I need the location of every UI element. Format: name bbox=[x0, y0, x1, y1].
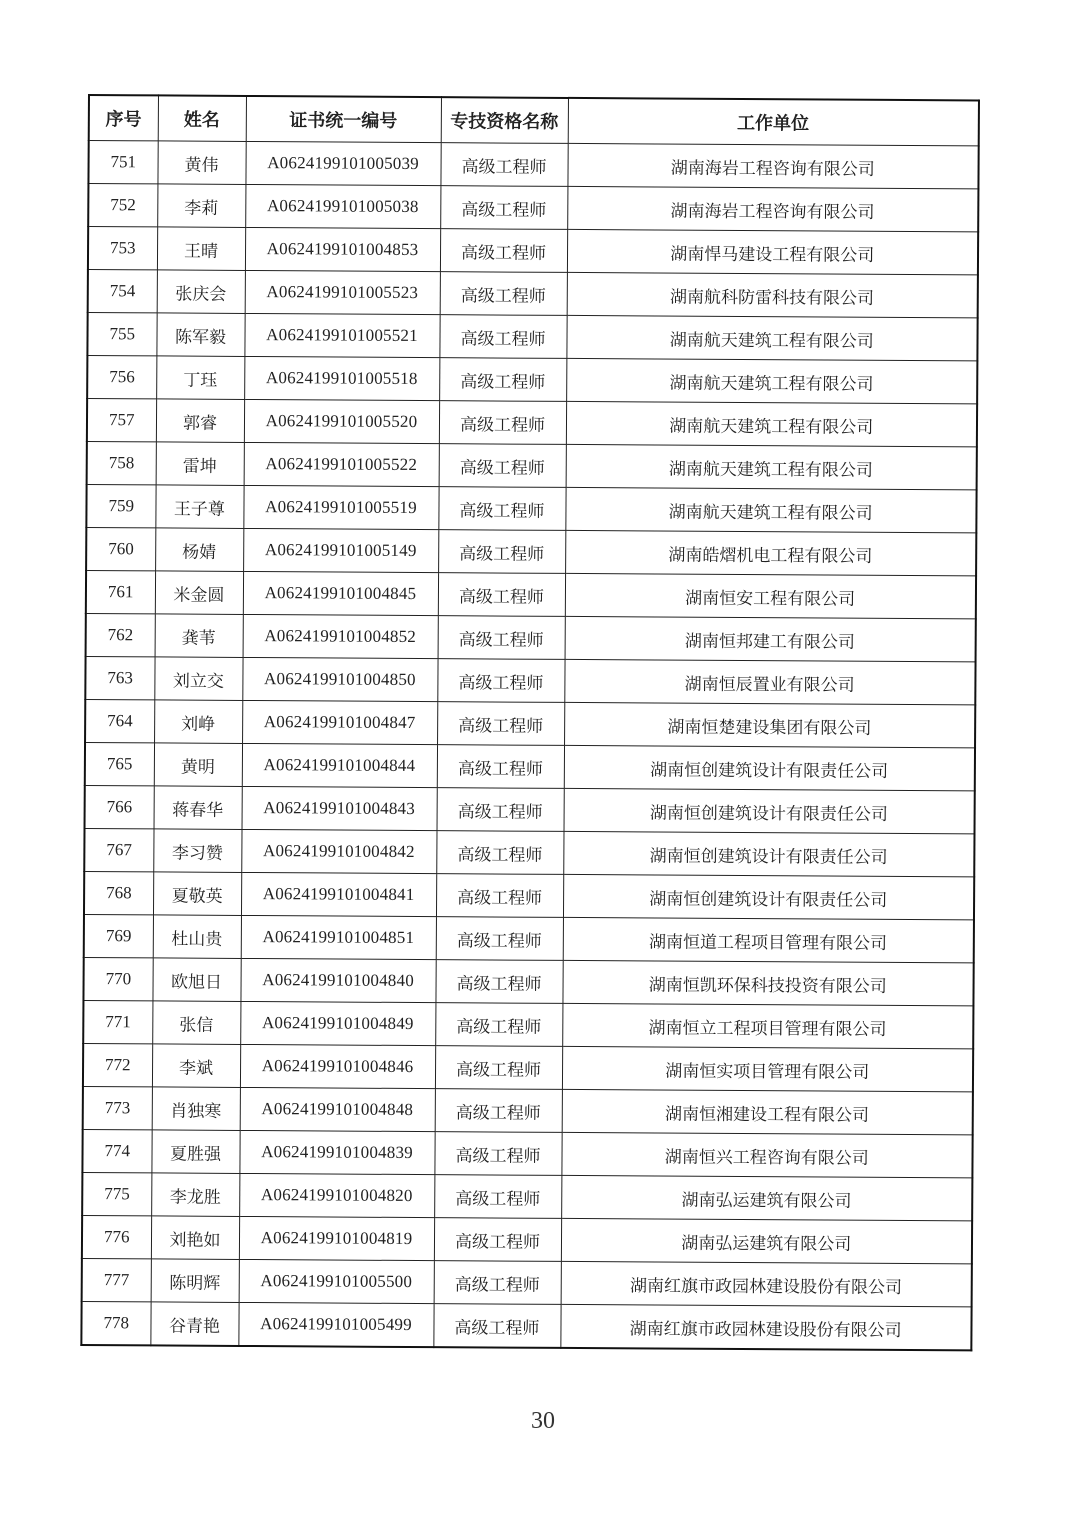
cell-name: 夏胜强 bbox=[151, 1130, 239, 1174]
cell-employer: 湖南恒创建筑设计有限责任公司 bbox=[564, 788, 975, 834]
cell-name: 王晴 bbox=[157, 227, 245, 271]
cell-seq: 751 bbox=[88, 141, 157, 184]
cell-employer: 湖南恒楚建设集团有限公司 bbox=[564, 702, 975, 748]
cell-seq: 764 bbox=[85, 699, 154, 742]
table-row bbox=[88, 184, 978, 232]
cell-employer: 湖南恒邦建工有限公司 bbox=[565, 616, 976, 662]
table-row bbox=[84, 871, 974, 919]
cell-qualification: 高级工程师 bbox=[440, 186, 567, 230]
cell-name: 刘艳如 bbox=[151, 1216, 239, 1260]
cell-qualification: 高级工程师 bbox=[436, 831, 563, 875]
header-cert-no: 证书统一编号 bbox=[246, 96, 441, 143]
page-number: 30 bbox=[531, 1408, 555, 1434]
cell-qualification: 高级工程师 bbox=[439, 444, 566, 488]
cell-cert-no: A0624199101004845 bbox=[243, 571, 438, 615]
cell-name: 谷青艳 bbox=[150, 1302, 238, 1346]
cell-employer: 湖南航天建筑工程有限公司 bbox=[566, 315, 977, 361]
cell-cert-no: A0624199101004849 bbox=[240, 1001, 435, 1045]
cell-cert-no: A0624199101005149 bbox=[243, 528, 438, 572]
cell-employer: 湖南航天建筑工程有限公司 bbox=[565, 487, 976, 533]
cell-qualification: 高级工程师 bbox=[436, 874, 563, 918]
table-row bbox=[83, 1086, 973, 1134]
cell-name: 雷坤 bbox=[156, 442, 244, 486]
cell-employer: 湖南恒凯环保科技投资有限公司 bbox=[562, 960, 973, 1006]
cell-name: 郭睿 bbox=[156, 399, 244, 443]
cell-seq: 756 bbox=[87, 356, 156, 399]
table-row bbox=[88, 141, 978, 189]
table-row bbox=[82, 1129, 972, 1177]
table-row bbox=[81, 1301, 971, 1350]
cell-name: 夏敬英 bbox=[153, 872, 241, 916]
cell-cert-no: A0624199101004850 bbox=[242, 657, 437, 701]
cell-employer: 湖南恒辰置业有限公司 bbox=[564, 659, 975, 705]
cell-seq: 776 bbox=[82, 1215, 151, 1258]
cell-seq: 778 bbox=[81, 1301, 150, 1345]
cell-seq: 752 bbox=[88, 184, 157, 227]
cell-seq: 757 bbox=[87, 399, 156, 442]
cell-cert-no: A0624199101005518 bbox=[244, 356, 439, 400]
cell-qualification: 高级工程师 bbox=[435, 1003, 562, 1047]
header-qualification: 专技资格名称 bbox=[441, 97, 568, 143]
cell-employer: 湖南航天建筑工程有限公司 bbox=[566, 358, 977, 404]
header-name: 姓名 bbox=[158, 95, 246, 141]
cell-name: 王子尊 bbox=[155, 485, 243, 529]
cell-cert-no: A0624199101004840 bbox=[240, 958, 435, 1002]
cell-seq: 774 bbox=[82, 1129, 151, 1172]
cell-seq: 769 bbox=[84, 914, 153, 957]
table-row bbox=[84, 828, 974, 876]
cell-employer: 湖南红旗市政园林建设股份有限公司 bbox=[560, 1304, 971, 1350]
cell-qualification: 高级工程师 bbox=[433, 1304, 560, 1348]
cell-cert-no: A0624199101004820 bbox=[239, 1173, 434, 1217]
cell-name: 张信 bbox=[152, 1001, 240, 1045]
cell-name: 欧旭日 bbox=[152, 958, 240, 1002]
cell-employer: 湖南弘运建筑有限公司 bbox=[561, 1218, 972, 1264]
cell-qualification: 高级工程师 bbox=[439, 401, 566, 445]
cell-name: 李龙胜 bbox=[151, 1173, 239, 1217]
cell-seq: 760 bbox=[86, 527, 155, 570]
cell-employer: 湖南弘运建筑有限公司 bbox=[561, 1175, 972, 1221]
table-row bbox=[87, 441, 977, 489]
table-row bbox=[87, 356, 977, 404]
cell-cert-no: A0624199101004853 bbox=[245, 227, 440, 271]
cell-cert-no: A0624199101005499 bbox=[238, 1302, 433, 1347]
cell-cert-no: A0624199101004841 bbox=[241, 872, 436, 916]
cell-employer: 湖南皓熠机电工程有限公司 bbox=[565, 530, 976, 576]
cell-qualification: 高级工程师 bbox=[434, 1218, 561, 1262]
table-row bbox=[86, 570, 976, 618]
table-row bbox=[86, 527, 976, 575]
cell-employer: 湖南恒兴工程咨询有限公司 bbox=[561, 1132, 972, 1178]
table-row bbox=[83, 1000, 973, 1048]
cell-cert-no: A0624199101005523 bbox=[245, 270, 440, 314]
cell-qualification: 高级工程师 bbox=[438, 616, 565, 660]
cell-employer: 湖南航天建筑工程有限公司 bbox=[566, 444, 977, 490]
cell-name: 李斌 bbox=[152, 1044, 240, 1088]
cell-qualification: 高级工程师 bbox=[437, 788, 564, 832]
table-row bbox=[84, 914, 974, 962]
cell-name: 陈明辉 bbox=[151, 1259, 239, 1303]
cell-qualification: 高级工程师 bbox=[437, 745, 564, 789]
cell-qualification: 高级工程师 bbox=[439, 358, 566, 402]
cell-cert-no: A0624199101004851 bbox=[241, 915, 436, 959]
table-row bbox=[88, 270, 978, 318]
table-row bbox=[85, 656, 975, 704]
header-seq: 序号 bbox=[89, 95, 158, 141]
table-row bbox=[83, 1043, 973, 1091]
cell-cert-no: A0624199101005039 bbox=[245, 141, 440, 185]
cell-seq: 765 bbox=[85, 742, 154, 785]
cell-qualification: 高级工程师 bbox=[437, 702, 564, 746]
cell-cert-no: A0624199101005522 bbox=[244, 442, 439, 486]
cell-name: 肖独寒 bbox=[152, 1087, 240, 1131]
cell-qualification: 高级工程师 bbox=[437, 659, 564, 703]
table-row bbox=[85, 699, 975, 747]
cell-seq: 772 bbox=[83, 1043, 152, 1086]
cell-employer: 湖南红旗市政园林建设股份有限公司 bbox=[561, 1261, 972, 1307]
cell-name: 米金圆 bbox=[155, 571, 243, 615]
cell-qualification: 高级工程师 bbox=[435, 1089, 562, 1133]
cell-employer: 湖南恒实项目管理有限公司 bbox=[562, 1046, 973, 1092]
cell-name: 杜山贵 bbox=[153, 915, 241, 959]
cell-employer: 湖南悍马建设工程有限公司 bbox=[567, 229, 978, 275]
cell-qualification: 高级工程师 bbox=[435, 960, 562, 1004]
cell-employer: 湖南恒安工程有限公司 bbox=[565, 573, 976, 619]
cell-cert-no: A0624199101004843 bbox=[242, 786, 437, 830]
cell-employer: 湖南恒湘建设工程有限公司 bbox=[562, 1089, 973, 1135]
document-page bbox=[80, 94, 978, 1351]
cell-seq: 766 bbox=[85, 785, 154, 828]
cell-seq: 762 bbox=[86, 613, 155, 656]
cell-qualification: 高级工程师 bbox=[434, 1261, 561, 1305]
table-row bbox=[85, 785, 975, 833]
cell-cert-no: A0624199101004846 bbox=[240, 1044, 435, 1088]
table-row bbox=[83, 957, 973, 1005]
cell-name: 杨婧 bbox=[155, 528, 243, 572]
cell-employer: 湖南海岩工程咨询有限公司 bbox=[567, 143, 978, 189]
cell-employer: 湖南恒道工程项目管理有限公司 bbox=[563, 917, 974, 963]
cell-seq: 767 bbox=[84, 828, 153, 871]
cell-employer: 湖南航科防雷科技有限公司 bbox=[567, 272, 978, 318]
cell-name: 李习赞 bbox=[153, 829, 241, 873]
cell-name: 张庆会 bbox=[157, 270, 245, 314]
cell-cert-no: A0624199101004844 bbox=[242, 743, 437, 787]
cell-seq: 771 bbox=[83, 1000, 152, 1043]
table-row bbox=[86, 613, 976, 661]
cell-seq: 763 bbox=[85, 656, 154, 699]
cell-seq: 758 bbox=[87, 441, 156, 484]
cell-cert-no: A0624199101004852 bbox=[243, 614, 438, 658]
cell-cert-no: A0624199101004839 bbox=[239, 1130, 434, 1174]
cell-qualification: 高级工程师 bbox=[440, 143, 567, 187]
cell-qualification: 高级工程师 bbox=[434, 1175, 561, 1219]
cell-qualification: 高级工程师 bbox=[434, 1132, 561, 1176]
cell-cert-no: A0624199101004847 bbox=[242, 700, 437, 744]
table-row bbox=[87, 313, 977, 361]
cell-name: 黄明 bbox=[154, 743, 242, 787]
table-row bbox=[88, 227, 978, 275]
cell-qualification: 高级工程师 bbox=[439, 315, 566, 359]
header-employer: 工作单位 bbox=[568, 98, 979, 146]
cell-cert-no: A0624199101004842 bbox=[241, 829, 436, 873]
table-row bbox=[86, 484, 976, 532]
cell-employer: 湖南恒立工程项目管理有限公司 bbox=[562, 1003, 973, 1049]
cell-seq: 759 bbox=[86, 484, 155, 527]
cell-qualification: 高级工程师 bbox=[438, 530, 565, 574]
cell-cert-no: A0624199101005038 bbox=[245, 184, 440, 228]
cell-employer: 湖南海岩工程咨询有限公司 bbox=[567, 186, 978, 232]
cell-employer: 湖南航天建筑工程有限公司 bbox=[566, 401, 977, 447]
cell-cert-no: A0624199101004848 bbox=[240, 1087, 435, 1131]
cell-name: 龚苇 bbox=[155, 614, 243, 658]
table-row bbox=[85, 742, 975, 790]
table-row bbox=[82, 1258, 972, 1306]
cell-name: 丁珏 bbox=[156, 356, 244, 400]
table-body bbox=[81, 141, 978, 1351]
cell-qualification: 高级工程师 bbox=[438, 573, 565, 617]
cell-seq: 773 bbox=[83, 1086, 152, 1129]
cell-name: 陈军毅 bbox=[156, 313, 244, 357]
cell-cert-no: A0624199101005500 bbox=[239, 1259, 434, 1303]
cell-cert-no: A0624199101005521 bbox=[244, 313, 439, 357]
table-row bbox=[82, 1215, 972, 1263]
cell-name: 蒋春华 bbox=[154, 786, 242, 830]
cell-seq: 770 bbox=[83, 957, 152, 1000]
cell-qualification: 高级工程师 bbox=[440, 272, 567, 316]
cell-seq: 777 bbox=[82, 1258, 151, 1301]
cell-employer: 湖南恒创建筑设计有限责任公司 bbox=[563, 874, 974, 920]
table-row bbox=[87, 399, 977, 447]
cell-name: 黄伟 bbox=[157, 141, 245, 185]
cell-qualification: 高级工程师 bbox=[436, 917, 563, 961]
cell-seq: 755 bbox=[87, 313, 156, 356]
cell-name: 刘立交 bbox=[154, 657, 242, 701]
cell-name: 刘峥 bbox=[154, 700, 242, 744]
cell-qualification: 高级工程师 bbox=[435, 1046, 562, 1090]
cell-seq: 753 bbox=[88, 227, 157, 270]
table-row bbox=[82, 1172, 972, 1220]
cell-qualification: 高级工程师 bbox=[440, 229, 567, 273]
cell-employer: 湖南恒创建筑设计有限责任公司 bbox=[564, 745, 975, 791]
certificate-table bbox=[80, 94, 980, 1351]
cell-cert-no: A0624199101005520 bbox=[244, 399, 439, 443]
cell-seq: 761 bbox=[86, 570, 155, 613]
cell-qualification: 高级工程师 bbox=[438, 487, 565, 531]
cell-name: 李莉 bbox=[157, 184, 245, 228]
cell-cert-no: A0624199101005519 bbox=[243, 485, 438, 529]
cell-seq: 768 bbox=[84, 871, 153, 914]
cell-seq: 754 bbox=[88, 270, 157, 313]
cell-employer: 湖南恒创建筑设计有限责任公司 bbox=[563, 831, 974, 877]
cell-cert-no: A0624199101004819 bbox=[239, 1216, 434, 1260]
cell-seq: 775 bbox=[82, 1172, 151, 1215]
table-header-row bbox=[89, 95, 979, 146]
